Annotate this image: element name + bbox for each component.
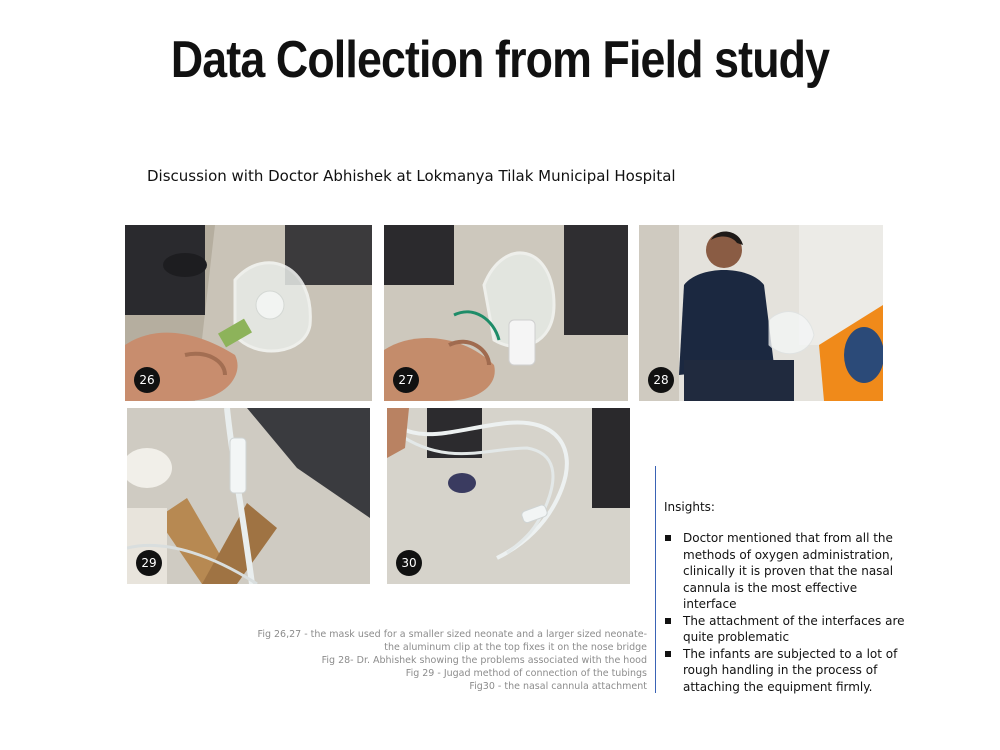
caption-line: Fig 26,27 - the mask used for a smaller sized neonate and a larger sized neonate- xyxy=(257,629,647,640)
photo-26 xyxy=(125,225,372,401)
list-item: The infants are subjected to a lot of rough handling in the process of attaching the equipment firmly. xyxy=(664,646,914,696)
figure-captions xyxy=(227,628,647,693)
photo-30 xyxy=(387,408,630,584)
photo-number-badge: 26 xyxy=(134,367,160,393)
caption-line: Fig 29 - Jugad method of connection of the tubings xyxy=(405,668,647,679)
divider-line xyxy=(655,466,656,693)
photo-26-image xyxy=(125,225,372,401)
photo-27 xyxy=(384,225,628,401)
photo-number-badge: 27 xyxy=(393,367,419,393)
list-item: The attachment of the interfaces are quite problematic xyxy=(664,613,914,646)
caption-line: the aluminum clip at the top fixes it on the nose bridge xyxy=(384,642,647,653)
caption-line: Fig30 - the nasal cannula attachment xyxy=(469,681,647,692)
caption-line: Fig 28- Dr. Abhishek showing the problems associated with the hood xyxy=(321,655,647,666)
page-subtitle: Discussion with Doctor Abhishek at Lokmanya Tilak Municipal Hospital xyxy=(147,167,676,185)
photo-27-image xyxy=(384,225,628,401)
insights-heading: Insights: xyxy=(664,500,715,514)
insights-section xyxy=(664,500,914,695)
photo-29-image xyxy=(127,408,370,584)
photo-number-badge: 30 xyxy=(396,550,422,576)
photo-30-image xyxy=(387,408,630,584)
photo-number-badge: 29 xyxy=(136,550,162,576)
photo-number-badge: 28 xyxy=(648,367,674,393)
page-title: Data Collection from Field study xyxy=(170,31,830,89)
insights-list xyxy=(664,530,914,695)
photo-29 xyxy=(127,408,370,584)
list-item: Doctor mentioned that from all the methods of oxygen administration, clinically it is proven that the nasal cannula is the most effective interface xyxy=(664,530,914,613)
photo-28 xyxy=(639,225,883,401)
photo-28-image xyxy=(639,225,883,401)
